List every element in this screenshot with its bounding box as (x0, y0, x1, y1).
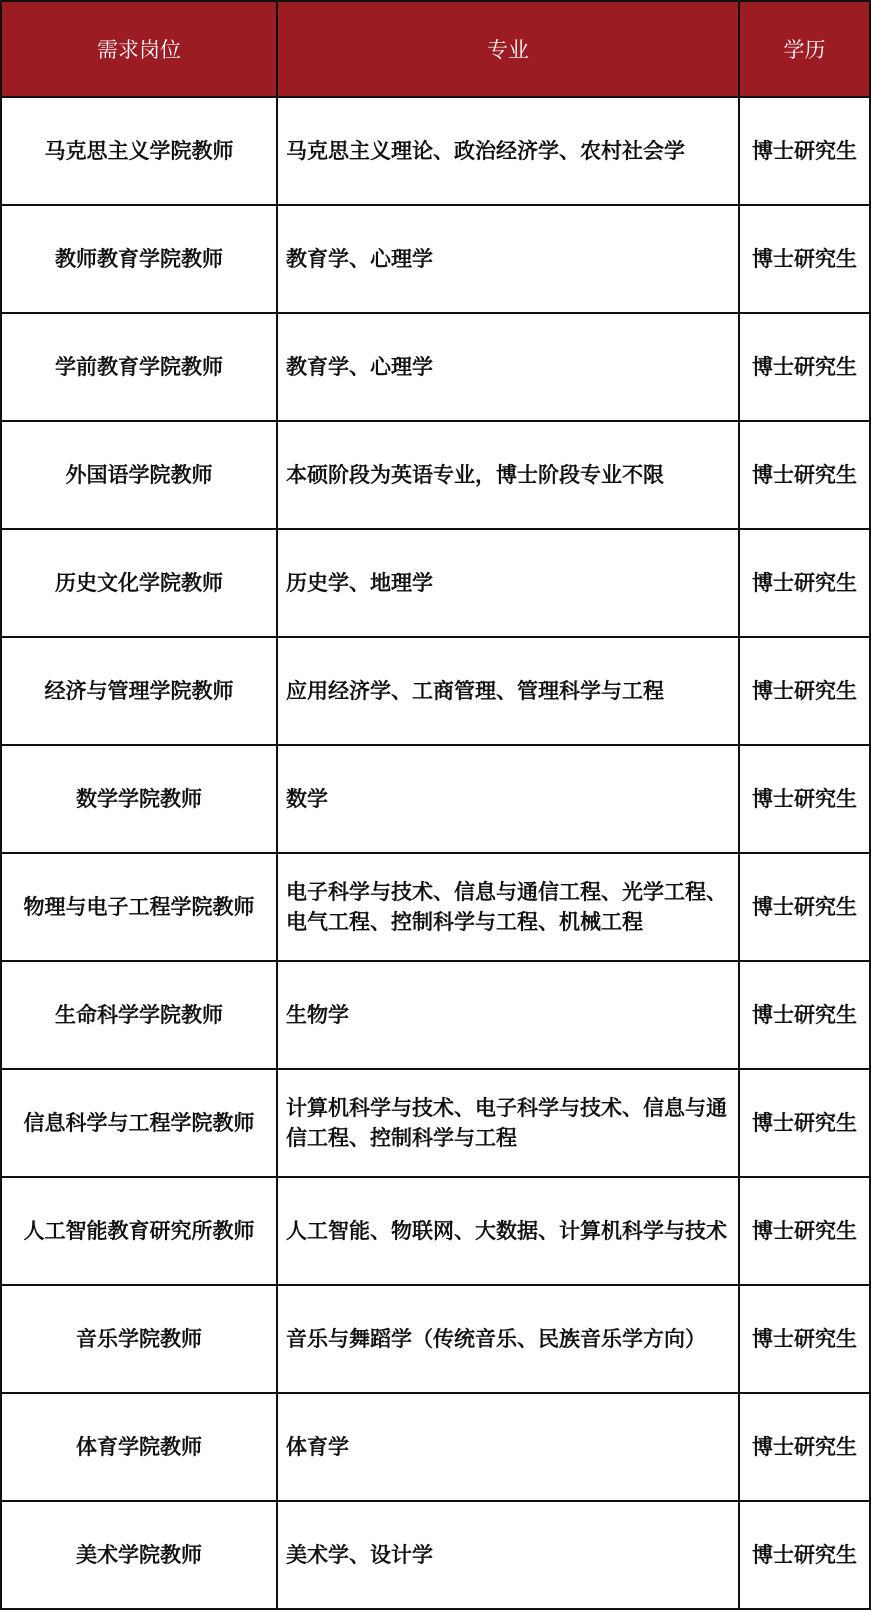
degree-cell: 博士研究生 (739, 1285, 870, 1393)
table-row (1, 745, 870, 853)
position-cell: 学前教育学院教师 (1, 313, 277, 421)
major-cell: 音乐与舞蹈学（传统音乐、民族音乐学方向） (277, 1285, 739, 1393)
major-cell: 历史学、地理学 (277, 529, 739, 637)
position-cell: 经济与管理学院教师 (1, 637, 277, 745)
major-cell: 教育学、心理学 (277, 313, 739, 421)
major-cell: 电子科学与技术、信息与通信工程、光学工程、电气工程、控制科学与工程、机械工程 (277, 853, 739, 961)
degree-cell: 博士研究生 (739, 529, 870, 637)
major-cell: 体育学 (277, 1393, 739, 1501)
table-row (1, 1393, 870, 1501)
major-cell: 马克思主义理论、政治经济学、农村社会学 (277, 97, 739, 205)
degree-cell: 博士研究生 (739, 97, 870, 205)
major-cell: 数学 (277, 745, 739, 853)
position-cell: 数学学院教师 (1, 745, 277, 853)
major-cell: 应用经济学、工商管理、管理科学与工程 (277, 637, 739, 745)
header-major: 专业 (277, 1, 739, 97)
major-cell: 生物学 (277, 961, 739, 1069)
degree-cell: 博士研究生 (739, 637, 870, 745)
table-row (1, 529, 870, 637)
major-cell: 本硕阶段为英语专业，博士阶段专业不限 (277, 421, 739, 529)
table-row (1, 1177, 870, 1285)
degree-cell: 博士研究生 (739, 853, 870, 961)
position-cell: 物理与电子工程学院教师 (1, 853, 277, 961)
major-cell: 美术学、设计学 (277, 1501, 739, 1609)
degree-cell: 博士研究生 (739, 1069, 870, 1177)
header-position: 需求岗位 (1, 1, 277, 97)
major-cell: 人工智能、物联网、大数据、计算机科学与技术 (277, 1177, 739, 1285)
position-cell: 美术学院教师 (1, 1501, 277, 1609)
table-row (1, 1285, 870, 1393)
header-row (1, 1, 870, 97)
major-cell: 计算机科学与技术、电子科学与技术、信息与通信工程、控制科学与工程 (277, 1069, 739, 1177)
degree-cell: 博士研究生 (739, 745, 870, 853)
degree-cell: 博士研究生 (739, 421, 870, 529)
table-row (1, 313, 870, 421)
table-row (1, 1501, 870, 1609)
degree-cell: 博士研究生 (739, 1393, 870, 1501)
table-row (1, 97, 870, 205)
position-cell: 信息科学与工程学院教师 (1, 1069, 277, 1177)
table-row (1, 853, 870, 961)
position-cell: 外国语学院教师 (1, 421, 277, 529)
degree-cell: 博士研究生 (739, 205, 870, 313)
table-row (1, 637, 870, 745)
position-cell: 生命科学学院教师 (1, 961, 277, 1069)
degree-cell: 博士研究生 (739, 1177, 870, 1285)
table-row (1, 205, 870, 313)
header-degree: 学历 (739, 1, 870, 97)
table-row (1, 1069, 870, 1177)
major-cell: 教育学、心理学 (277, 205, 739, 313)
table-row (1, 421, 870, 529)
position-cell: 音乐学院教师 (1, 1285, 277, 1393)
position-cell: 教师教育学院教师 (1, 205, 277, 313)
degree-cell: 博士研究生 (739, 961, 870, 1069)
position-cell: 体育学院教师 (1, 1393, 277, 1501)
degree-cell: 博士研究生 (739, 1501, 870, 1609)
table-row (1, 961, 870, 1069)
degree-cell: 博士研究生 (739, 313, 870, 421)
position-cell: 历史文化学院教师 (1, 529, 277, 637)
position-cell: 人工智能教育研究所教师 (1, 1177, 277, 1285)
position-cell: 马克思主义学院教师 (1, 97, 277, 205)
